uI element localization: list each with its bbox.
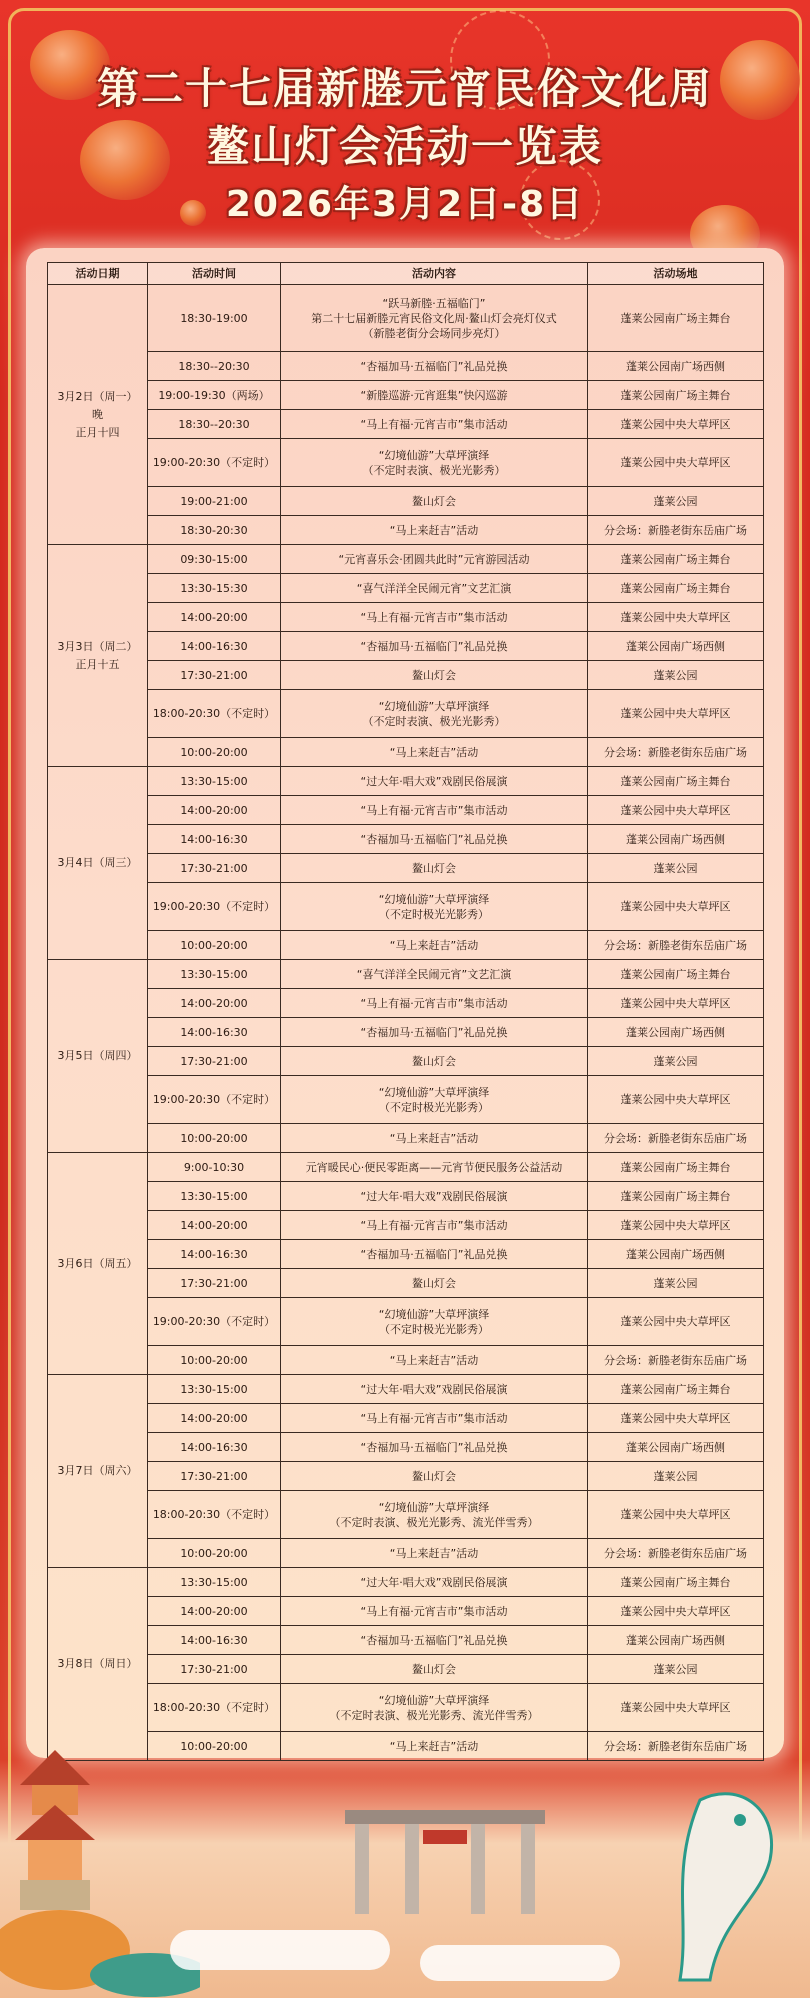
horse-illustration <box>660 1780 800 1990</box>
date-line: 3月7日（周六） <box>57 1464 138 1477</box>
time-cell: 14:00-16:30 <box>148 1018 281 1047</box>
time-cell: 10:00-20:00 <box>148 1124 281 1153</box>
table-row <box>48 1240 764 1269</box>
table-row <box>48 1684 764 1732</box>
content-cell <box>281 1298 588 1346</box>
content-line: 鳌山灯会 <box>412 494 456 508</box>
time-cell: 13:30-15:00 <box>148 767 281 796</box>
venue-cell: 蓬莱公园 <box>588 1462 764 1491</box>
time-cell: 18:30-19:00 <box>148 285 281 352</box>
content-cell <box>281 381 588 410</box>
time-cell: 10:00-20:00 <box>148 1346 281 1375</box>
time-cell: 14:00-16:30 <box>148 1626 281 1655</box>
venue-cell: 蓬莱公园南广场西侧 <box>588 1240 764 1269</box>
venue-cell: 蓬莱公园中央大草坪区 <box>588 1298 764 1346</box>
table-row <box>48 1047 764 1076</box>
content-line: “马上来赶吉”活动 <box>389 1546 479 1560</box>
cloud-decoration <box>420 1945 620 1981</box>
title-line-1: 第二十七届新塍元宵民俗文化周 <box>96 64 713 113</box>
header-date: 活动日期 <box>48 263 148 285</box>
table-row <box>48 767 764 796</box>
arch-gate-illustration <box>345 1800 545 1920</box>
content-line: “马上有福·元宵吉市”集市活动 <box>360 803 508 817</box>
venue-cell: 蓬莱公园中央大草坪区 <box>588 603 764 632</box>
table-row <box>48 1568 764 1597</box>
time-cell: 17:30-21:00 <box>148 1462 281 1491</box>
venue-cell: 蓬莱公园 <box>588 487 764 516</box>
content-cell <box>281 1404 588 1433</box>
time-cell: 14:00-20:00 <box>148 1597 281 1626</box>
venue-cell: 蓬莱公园中央大草坪区 <box>588 989 764 1018</box>
table-row <box>48 410 764 439</box>
content-line: “马上有福·元宵吉市”集市活动 <box>360 417 508 431</box>
time-cell: 18:00-20:30（不定时） <box>148 690 281 738</box>
venue-cell: 蓬莱公园中央大草坪区 <box>588 1684 764 1732</box>
content-cell <box>281 410 588 439</box>
content-cell <box>281 1655 588 1684</box>
content-cell <box>281 603 588 632</box>
content-line: “马上来赶吉”活动 <box>389 745 479 759</box>
content-cell <box>281 1433 588 1462</box>
content-cell <box>281 738 588 767</box>
content-line: 鳌山灯会 <box>412 1276 456 1290</box>
time-cell: 10:00-20:00 <box>148 1732 281 1761</box>
venue-cell: 分会场：新塍老街东岳庙广场 <box>588 1124 764 1153</box>
content-line: “马上有福·元宵吉市”集市活动 <box>360 1604 508 1618</box>
venue-cell: 蓬莱公园中央大草坪区 <box>588 1491 764 1539</box>
time-cell: 19:00-21:00 <box>148 487 281 516</box>
content-cell <box>281 931 588 960</box>
table-row <box>48 883 764 931</box>
time-cell: 10:00-20:00 <box>148 738 281 767</box>
venue-cell: 蓬莱公园南广场主舞台 <box>588 1375 764 1404</box>
content-line: 鳌山灯会 <box>412 1662 456 1676</box>
content-cell <box>281 854 588 883</box>
content-line: （不定时极光光影秀） <box>379 1100 489 1114</box>
content-line: “马上来赶吉”活动 <box>389 1353 479 1367</box>
table-row <box>48 738 764 767</box>
table-row <box>48 516 764 545</box>
schedule-body <box>48 285 764 1761</box>
content-line: “幻境仙游”大草坪演绎 <box>378 1085 490 1099</box>
content-cell <box>281 1568 588 1597</box>
content-cell <box>281 1732 588 1761</box>
date-line: 3月5日（周四） <box>57 1049 138 1062</box>
content-line: “幻境仙游”大草坪演绎 <box>378 699 490 713</box>
time-cell: 13:30-15:00 <box>148 1568 281 1597</box>
content-line: （不定时表演、极光光影秀、流光伴雪秀） <box>329 1708 539 1722</box>
table-row <box>48 381 764 410</box>
time-cell: 9:00-10:30 <box>148 1153 281 1182</box>
venue-cell: 蓬莱公园南广场主舞台 <box>588 1182 764 1211</box>
venue-cell: 蓬莱公园中央大草坪区 <box>588 1211 764 1240</box>
content-cell <box>281 1124 588 1153</box>
date-line: 正月十四 <box>75 425 120 439</box>
venue-cell: 蓬莱公园南广场主舞台 <box>588 1153 764 1182</box>
time-cell: 17:30-21:00 <box>148 1655 281 1684</box>
content-line: “马上来赶吉”活动 <box>389 1131 479 1145</box>
time-cell: 14:00-16:30 <box>148 825 281 854</box>
content-line: “杏福加马·五福临门”礼品兑换 <box>360 1247 508 1261</box>
content-line: “马上有福·元宵吉市”集市活动 <box>360 610 508 624</box>
time-cell: 18:30-20:30 <box>148 516 281 545</box>
venue-cell: 蓬莱公园 <box>588 1269 764 1298</box>
date-line: 晚 <box>92 407 103 421</box>
content-line: “杏福加马·五福临门”礼品兑换 <box>360 832 508 846</box>
title-date: 2026年3月2日-8日 <box>225 184 585 225</box>
date-cell <box>48 285 148 545</box>
venue-cell: 蓬莱公园南广场西侧 <box>588 825 764 854</box>
content-cell <box>281 1626 588 1655</box>
table-row <box>48 1269 764 1298</box>
date-cell <box>48 960 148 1153</box>
content-line: 鳌山灯会 <box>412 668 456 682</box>
table-row <box>48 352 764 381</box>
table-row <box>48 989 764 1018</box>
time-cell: 19:00-19:30（两场） <box>148 381 281 410</box>
table-row <box>48 1375 764 1404</box>
content-cell <box>281 1076 588 1124</box>
time-cell: 18:00-20:30（不定时） <box>148 1684 281 1732</box>
table-row <box>48 661 764 690</box>
table-row <box>48 960 764 989</box>
venue-cell: 蓬莱公园中央大草坪区 <box>588 883 764 931</box>
time-cell: 19:00-20:30（不定时） <box>148 1076 281 1124</box>
venue-cell: 蓬莱公园中央大草坪区 <box>588 1076 764 1124</box>
time-cell: 13:30-15:00 <box>148 960 281 989</box>
content-cell <box>281 516 588 545</box>
content-cell <box>281 439 588 487</box>
content-line: （不定时表演、极光光影秀、流光伴雪秀） <box>329 1515 539 1529</box>
content-line: 元宵暖民心·便民零距离——元宵节便民服务公益活动 <box>305 1160 563 1174</box>
venue-cell: 蓬莱公园南广场主舞台 <box>588 1568 764 1597</box>
venue-cell: 蓬莱公园中央大草坪区 <box>588 690 764 738</box>
table-row <box>48 487 764 516</box>
venue-cell: 蓬莱公园中央大草坪区 <box>588 410 764 439</box>
venue-cell: 分会场：新塍老街东岳庙广场 <box>588 738 764 767</box>
table-row <box>48 574 764 603</box>
content-line: “元宵喜乐会·团圆共此时”元宵游园活动 <box>338 552 530 566</box>
venue-cell: 蓬莱公园南广场西侧 <box>588 632 764 661</box>
content-line: 鳌山灯会 <box>412 1469 456 1483</box>
venue-cell: 蓬莱公园 <box>588 1655 764 1684</box>
time-cell: 14:00-16:30 <box>148 1433 281 1462</box>
time-cell: 14:00-20:00 <box>148 603 281 632</box>
table-row <box>48 1404 764 1433</box>
content-line: “杏福加马·五福临门”礼品兑换 <box>360 1025 508 1039</box>
content-cell <box>281 1539 588 1568</box>
table-row <box>48 1298 764 1346</box>
time-cell: 10:00-20:00 <box>148 1539 281 1568</box>
time-cell: 09:30-15:00 <box>148 545 281 574</box>
table-row <box>48 1182 764 1211</box>
content-cell <box>281 1462 588 1491</box>
date-cell <box>48 1153 148 1375</box>
time-cell: 18:00-20:30（不定时） <box>148 1491 281 1539</box>
time-cell: 14:00-20:00 <box>148 989 281 1018</box>
content-line: “马上有福·元宵吉市”集市活动 <box>360 996 508 1010</box>
venue-cell: 蓬莱公园南广场西侧 <box>588 352 764 381</box>
content-line: “马上来赶吉”活动 <box>389 1739 479 1753</box>
table-row <box>48 1597 764 1626</box>
content-line: “杏福加马·五福临门”礼品兑换 <box>360 1440 508 1454</box>
table-row <box>48 1626 764 1655</box>
table-row <box>48 931 764 960</box>
content-line: “幻境仙游”大草坪演绎 <box>378 448 490 462</box>
content-cell <box>281 883 588 931</box>
content-line: “新塍巡游·元宵逛集”快闪巡游 <box>360 388 508 402</box>
venue-cell: 蓬莱公园中央大草坪区 <box>588 796 764 825</box>
venue-cell: 蓬莱公园中央大草坪区 <box>588 439 764 487</box>
date-line: 3月4日（周三） <box>57 856 138 869</box>
content-line: 第二十七届新塍元宵民俗文化周·鳌山灯会亮灯仪式 <box>311 311 557 325</box>
venue-cell: 蓬莱公园南广场主舞台 <box>588 285 764 352</box>
time-cell: 17:30-21:00 <box>148 854 281 883</box>
venue-cell: 蓬莱公园南广场主舞台 <box>588 767 764 796</box>
content-line: “过大年·唱大戏”戏剧民俗展演 <box>360 774 508 788</box>
date-line: 3月6日（周五） <box>57 1256 138 1270</box>
content-cell <box>281 767 588 796</box>
table-row <box>48 1153 764 1182</box>
time-cell: 13:30-15:00 <box>148 1182 281 1211</box>
content-line: “幻境仙游”大草坪演绎 <box>378 1500 490 1514</box>
cloud-decoration <box>170 1930 390 1970</box>
date-line: 正月十五 <box>75 657 120 671</box>
content-line: “马上有福·元宵吉市”集市活动 <box>360 1411 508 1425</box>
table-row <box>48 1076 764 1124</box>
content-cell <box>281 960 588 989</box>
content-line: “过大年·唱大戏”戏剧民俗展演 <box>360 1382 508 1396</box>
table-row <box>48 603 764 632</box>
header-time: 活动时间 <box>148 263 281 285</box>
content-cell <box>281 690 588 738</box>
schedule-table <box>47 262 764 1761</box>
poster-title <box>0 60 810 232</box>
content-cell <box>281 1684 588 1732</box>
content-cell <box>281 632 588 661</box>
content-line: “幻境仙游”大草坪演绎 <box>378 1693 490 1707</box>
time-cell: 18:30--20:30 <box>148 410 281 439</box>
time-cell: 19:00-20:30（不定时） <box>148 439 281 487</box>
content-cell <box>281 352 588 381</box>
table-row <box>48 1346 764 1375</box>
date-line: 3月8日（周日） <box>57 1657 138 1670</box>
venue-cell: 分会场：新塍老街东岳庙广场 <box>588 1732 764 1761</box>
venue-cell: 蓬莱公园中央大草坪区 <box>588 1404 764 1433</box>
dragon-fish-illustration <box>0 1880 200 1998</box>
venue-cell: 蓬莱公园南广场西侧 <box>588 1433 764 1462</box>
content-line: “幻境仙游”大草坪演绎 <box>378 892 490 906</box>
time-cell: 13:30-15:30 <box>148 574 281 603</box>
content-cell <box>281 1240 588 1269</box>
content-cell <box>281 487 588 516</box>
table-row <box>48 632 764 661</box>
table-row <box>48 1211 764 1240</box>
table-row <box>48 1732 764 1761</box>
content-line: （不定时极光光影秀） <box>379 907 489 921</box>
time-cell: 19:00-20:30（不定时） <box>148 883 281 931</box>
time-cell: 10:00-20:00 <box>148 931 281 960</box>
content-cell <box>281 1047 588 1076</box>
venue-cell: 分会场：新塍老街东岳庙广场 <box>588 931 764 960</box>
table-row <box>48 1462 764 1491</box>
venue-cell: 分会场：新塍老街东岳庙广场 <box>588 516 764 545</box>
table-row <box>48 1491 764 1539</box>
content-cell <box>281 796 588 825</box>
table-row <box>48 690 764 738</box>
content-cell <box>281 574 588 603</box>
table-row <box>48 854 764 883</box>
table-row <box>48 1655 764 1684</box>
content-line: 鳌山灯会 <box>412 861 456 875</box>
content-cell <box>281 1375 588 1404</box>
content-line: （不定时极光光影秀） <box>379 1322 489 1336</box>
time-cell: 13:30-15:00 <box>148 1375 281 1404</box>
venue-cell: 蓬莱公园南广场主舞台 <box>588 381 764 410</box>
content-line: 鳌山灯会 <box>412 1054 456 1068</box>
venue-cell: 蓬莱公园南广场主舞台 <box>588 545 764 574</box>
time-cell: 17:30-21:00 <box>148 1269 281 1298</box>
table-row <box>48 1124 764 1153</box>
content-line: （新塍老街分会场同步亮灯） <box>362 326 506 340</box>
content-cell <box>281 1182 588 1211</box>
table-header-row <box>48 263 764 285</box>
table-row <box>48 1018 764 1047</box>
date-line: 3月3日（周二） <box>57 639 138 653</box>
content-line: “杏福加马·五福临门”礼品兑换 <box>360 359 508 373</box>
content-line: “杏福加马·五福临门”礼品兑换 <box>360 639 508 653</box>
table-row <box>48 439 764 487</box>
venue-cell: 蓬莱公园 <box>588 854 764 883</box>
venue-cell: 分会场：新塍老街东岳庙广场 <box>588 1346 764 1375</box>
content-line: “喜气洋洋全民闹元宵”文艺汇演 <box>356 967 512 981</box>
content-line: （不定时表演、极光光影秀） <box>362 463 506 477</box>
time-cell: 14:00-20:00 <box>148 1404 281 1433</box>
venue-cell: 蓬莱公园 <box>588 661 764 690</box>
content-line: “过大年·唱大戏”戏剧民俗展演 <box>360 1575 508 1589</box>
time-cell: 17:30-21:00 <box>148 1047 281 1076</box>
date-line: 3月2日（周一） <box>57 389 138 403</box>
venue-cell: 蓬莱公园南广场主舞台 <box>588 574 764 603</box>
content-cell <box>281 1153 588 1182</box>
venue-cell: 蓬莱公园南广场西侧 <box>588 1018 764 1047</box>
content-line: （不定时表演、极光光影秀） <box>362 714 506 728</box>
venue-cell: 蓬莱公园 <box>588 1047 764 1076</box>
content-line: “杏福加马·五福临门”礼品兑换 <box>360 1633 508 1647</box>
content-cell <box>281 1018 588 1047</box>
time-cell: 14:00-20:00 <box>148 1211 281 1240</box>
venue-cell: 蓬莱公园中央大草坪区 <box>588 1597 764 1626</box>
date-cell <box>48 1375 148 1568</box>
time-cell: 18:30--20:30 <box>148 352 281 381</box>
content-cell <box>281 989 588 1018</box>
content-line: “马上来赶吉”活动 <box>389 938 479 952</box>
table-row <box>48 1539 764 1568</box>
date-cell <box>48 545 148 767</box>
table-row <box>48 285 764 352</box>
time-cell: 14:00-20:00 <box>148 796 281 825</box>
content-cell <box>281 1269 588 1298</box>
content-line: “马上来赶吉”活动 <box>389 523 479 537</box>
content-cell <box>281 1346 588 1375</box>
header-content: 活动内容 <box>281 263 588 285</box>
table-row <box>48 825 764 854</box>
content-cell <box>281 1597 588 1626</box>
venue-cell: 蓬莱公园南广场西侧 <box>588 1626 764 1655</box>
content-line: “马上有福·元宵吉市”集市活动 <box>360 1218 508 1232</box>
table-row <box>48 796 764 825</box>
title-line-2: 鳌山灯会活动一览表 <box>206 122 603 171</box>
header-venue: 活动场地 <box>588 263 764 285</box>
content-line: “过大年·唱大戏”戏剧民俗展演 <box>360 1189 508 1203</box>
date-cell <box>48 1568 148 1761</box>
time-cell: 14:00-16:30 <box>148 1240 281 1269</box>
content-cell <box>281 825 588 854</box>
time-cell: 17:30-21:00 <box>148 661 281 690</box>
content-line: “幻境仙游”大草坪演绎 <box>378 1307 490 1321</box>
content-cell <box>281 1211 588 1240</box>
content-cell <box>281 545 588 574</box>
content-cell <box>281 285 588 352</box>
table-row <box>48 1433 764 1462</box>
venue-cell: 分会场：新塍老街东岳庙广场 <box>588 1539 764 1568</box>
content-line: “喜气洋洋全民闹元宵”文艺汇演 <box>356 581 512 595</box>
venue-cell: 蓬莱公园南广场主舞台 <box>588 960 764 989</box>
time-cell: 19:00-20:30（不定时） <box>148 1298 281 1346</box>
table-row <box>48 545 764 574</box>
content-line: “跃马新塍·五福临门” <box>382 296 486 310</box>
content-cell <box>281 1491 588 1539</box>
time-cell: 14:00-16:30 <box>148 632 281 661</box>
date-cell <box>48 767 148 960</box>
content-cell <box>281 661 588 690</box>
